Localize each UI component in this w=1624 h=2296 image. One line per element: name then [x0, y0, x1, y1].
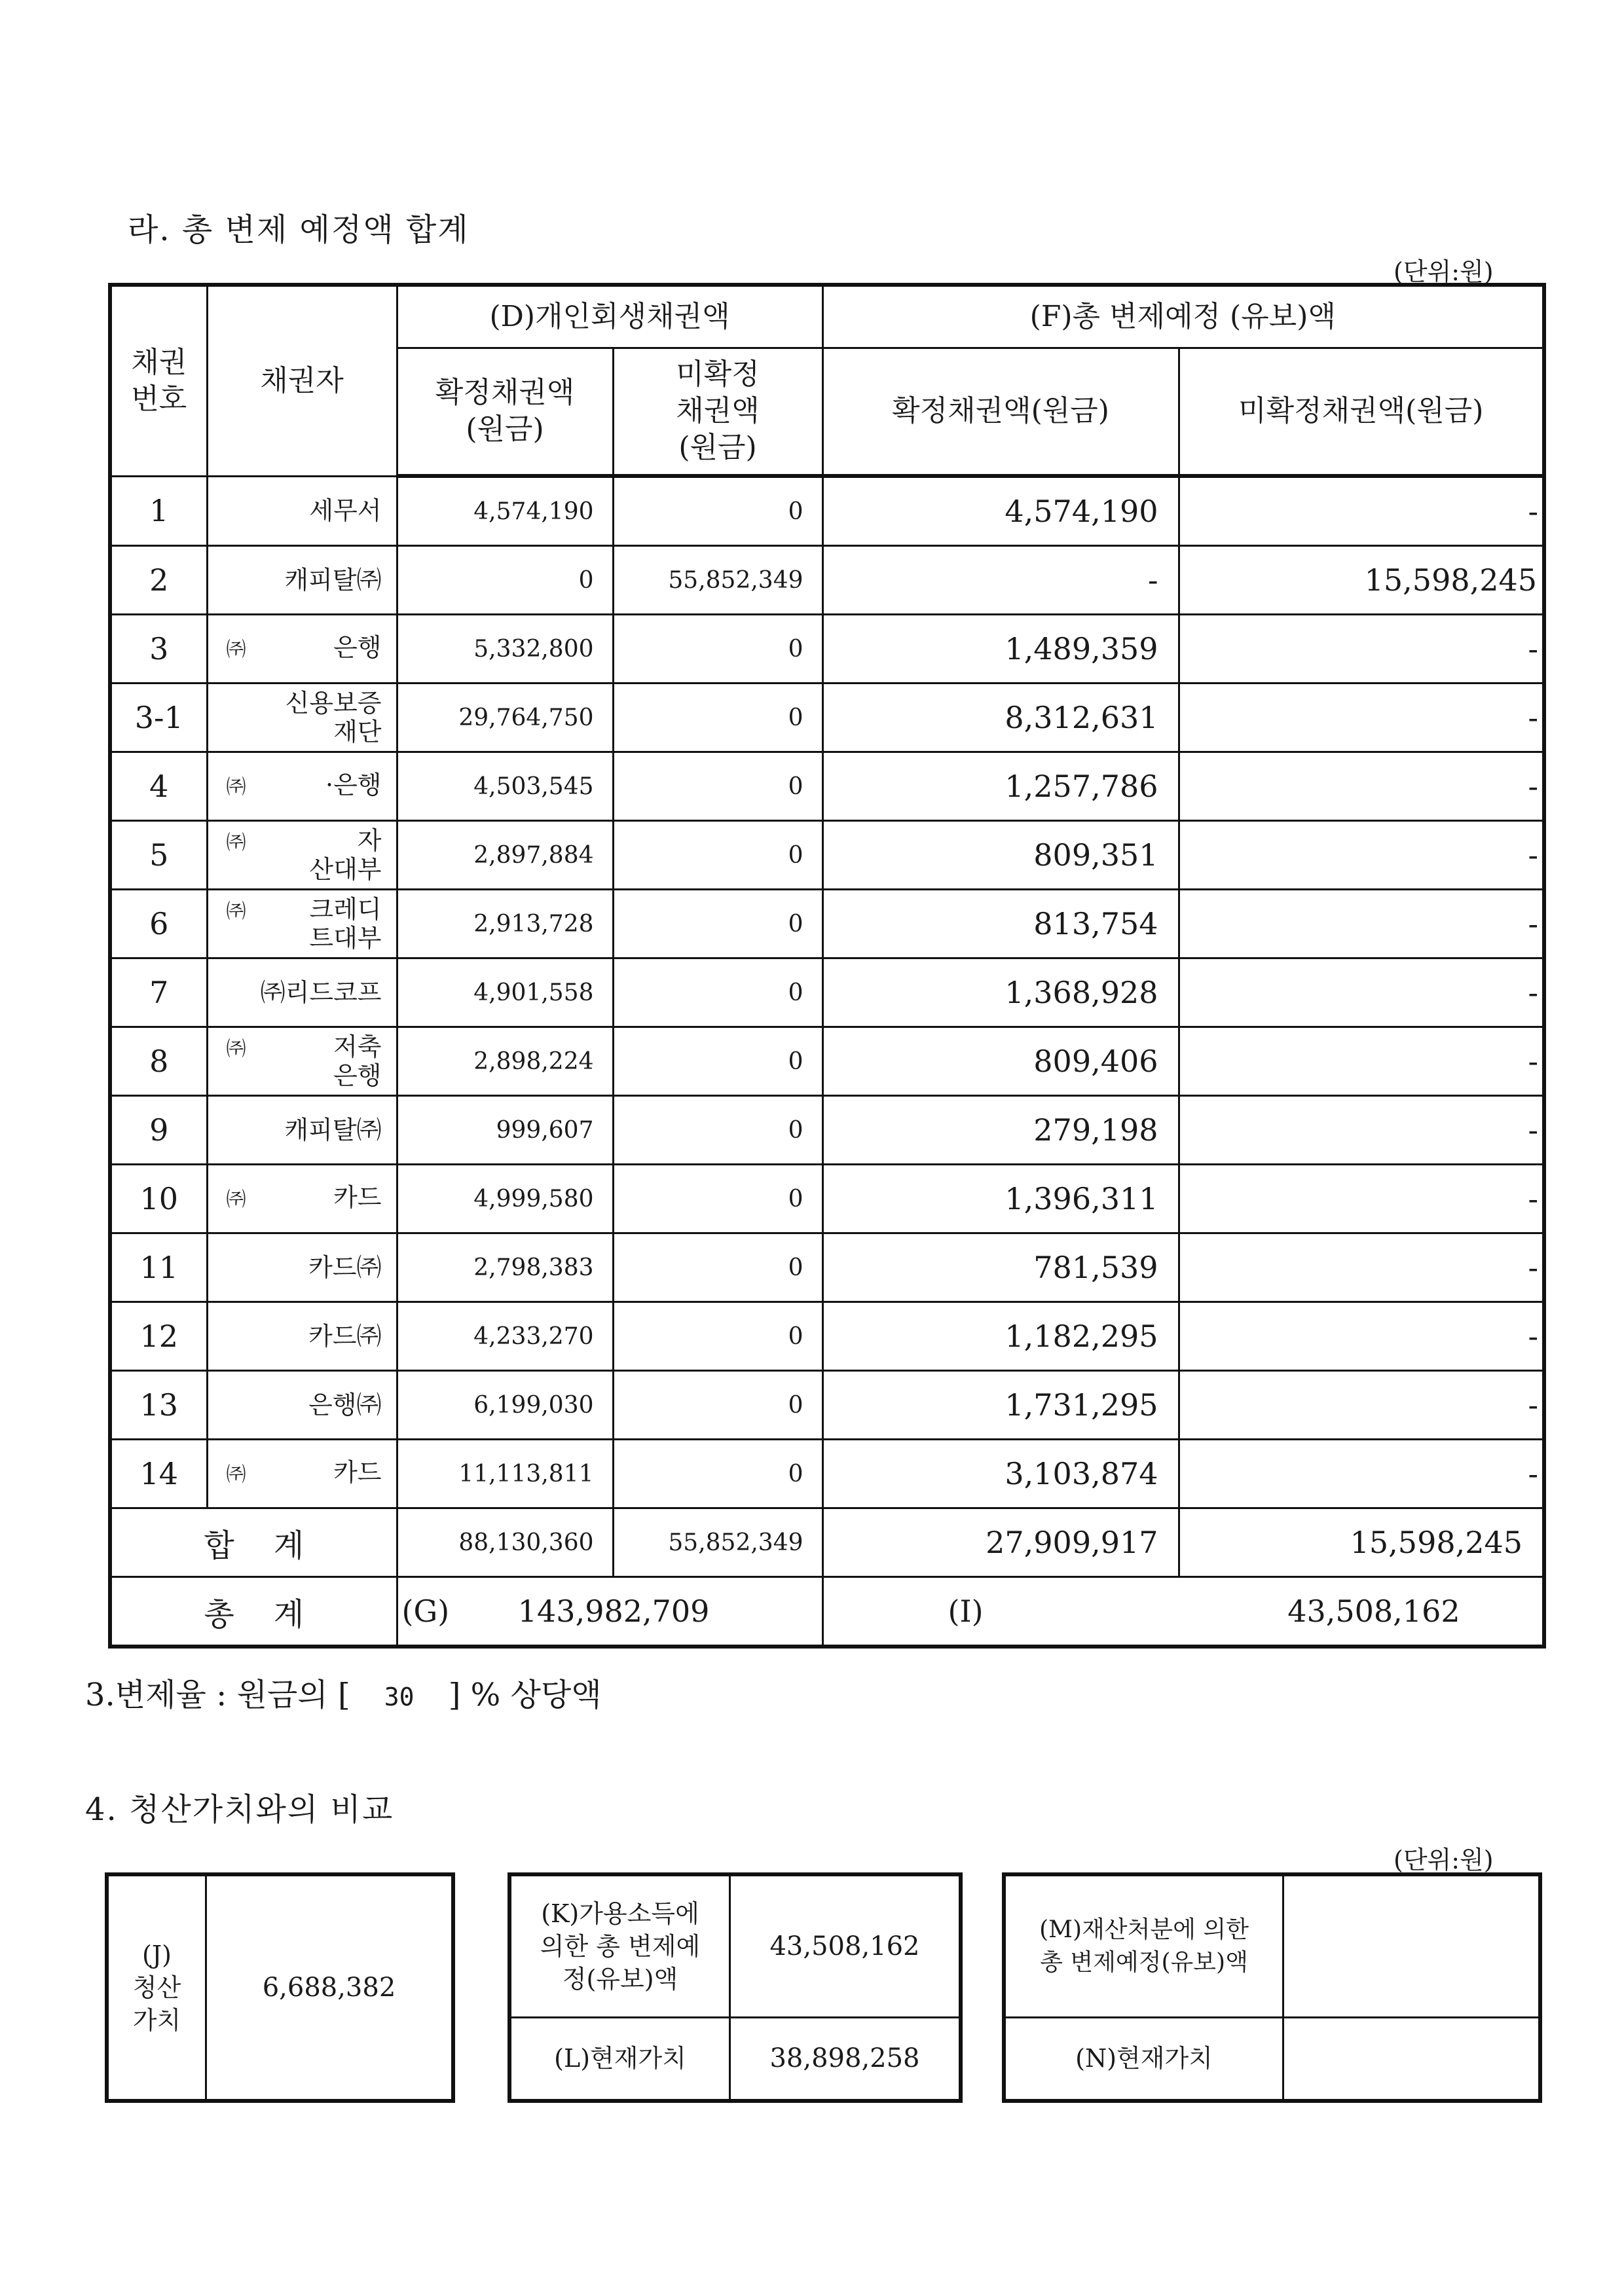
creditor-name-text: 캐피탈㈜ — [284, 1116, 382, 1144]
f-unconfirmed-amount: - — [1179, 683, 1544, 752]
available-income-box — [507, 1872, 963, 2103]
table-row — [110, 1302, 1544, 1371]
creditor-no: 2 — [110, 546, 207, 615]
creditor-no: 7 — [110, 958, 207, 1027]
creditor-name-text: ·은행 — [325, 771, 382, 799]
d-confirmed-amount: 2,897,884 — [397, 821, 613, 890]
d-unconfirmed-amount: 0 — [613, 1440, 822, 1508]
corporation-mark: ㈜ — [226, 831, 246, 854]
f-confirmed-amount: 1,731,295 — [822, 1371, 1179, 1440]
creditor-name — [207, 476, 397, 546]
header-creditor: 채권자 — [207, 285, 397, 476]
subtotal-row — [110, 1508, 1544, 1577]
creditor-name — [207, 683, 397, 752]
n-label: (N)현재가치 — [1006, 2017, 1283, 2099]
d-unconfirmed-amount: 0 — [613, 1371, 822, 1440]
d-confirmed-amount: 29,764,750 — [397, 683, 613, 752]
creditor-no: 1 — [110, 476, 207, 546]
unit-label: (단위:원) — [1393, 257, 1494, 286]
f-confirmed-amount: 279,198 — [822, 1096, 1179, 1165]
table-row — [110, 752, 1544, 821]
comparison-unit: (단위:원) — [1393, 1846, 1494, 1874]
creditor-name-text: ㈜리드코프 — [260, 978, 382, 1007]
d-unconfirmed-amount: 0 — [613, 821, 822, 890]
creditor-name-text: 카드㈜ — [308, 1322, 382, 1351]
creditor-name — [207, 1371, 397, 1440]
table-row — [110, 476, 1544, 546]
f-confirmed-amount: 809,406 — [822, 1027, 1179, 1096]
d-unconfirmed-amount: 0 — [613, 1165, 822, 1233]
m-value — [1283, 1876, 1539, 2017]
creditor-name-text: 저축 은행 — [333, 1032, 382, 1090]
d-unconfirmed-amount: 0 — [613, 958, 822, 1027]
f-unconfirmed-amount: - — [1179, 1027, 1544, 1096]
creditor-no: 3 — [110, 615, 207, 683]
d-unconfirmed-amount: 0 — [613, 1096, 822, 1165]
d-confirmed-amount: 2,798,383 — [397, 1233, 613, 1302]
f-unconfirmed-amount: - — [1179, 1371, 1544, 1440]
table-row — [110, 546, 1544, 615]
d-unconfirmed-amount: 0 — [613, 890, 822, 958]
table-row — [110, 1165, 1544, 1233]
i-tag: (I) — [948, 1594, 984, 1629]
d-confirmed-amount: 2,898,224 — [397, 1027, 613, 1096]
creditor-name-text: 은행 — [333, 633, 382, 662]
k-label: (K)가용소득에 의한 총 변제예 정(유보)액 — [511, 1876, 730, 2017]
g-tag: (G) — [401, 1594, 450, 1629]
d-unconfirmed-amount: 0 — [613, 1233, 822, 1302]
creditor-name — [207, 752, 397, 821]
asset-disposal-box — [1002, 1872, 1542, 2103]
d-unconfirmed-amount: 55,852,349 — [613, 546, 822, 615]
f-unconfirmed-amount: - — [1179, 1096, 1544, 1165]
grand-total-g — [397, 1577, 822, 1647]
header-creditor-no: 채권 번호 — [110, 285, 207, 476]
d-confirmed-amount: 2,913,728 — [397, 890, 613, 958]
d-confirmed-amount: 4,574,190 — [397, 476, 613, 546]
creditor-name-text: 카드 — [333, 1183, 382, 1212]
g-value: 143,982,709 — [517, 1594, 710, 1629]
liquidation-value-box — [105, 1872, 455, 2103]
creditor-no: 6 — [110, 890, 207, 958]
table-row — [110, 1233, 1544, 1302]
f-confirmed-amount: 781,539 — [822, 1233, 1179, 1302]
table-row — [110, 1096, 1544, 1165]
f-confirmed-amount: 1,396,311 — [822, 1165, 1179, 1233]
creditor-name — [207, 1096, 397, 1165]
d-confirmed-amount: 4,503,545 — [397, 752, 613, 821]
f-confirmed-amount: 1,182,295 — [822, 1302, 1179, 1371]
creditor-no: 11 — [110, 1233, 207, 1302]
d-confirmed-amount: 4,999,580 — [397, 1165, 613, 1233]
d-confirmed-amount: 4,901,558 — [397, 958, 613, 1027]
creditor-name-text: 자 산대부 — [309, 826, 382, 884]
table-row — [110, 958, 1544, 1027]
creditor-no: 4 — [110, 752, 207, 821]
header-group-f: (F)총 변제예정 (유보)액 — [822, 285, 1544, 348]
creditor-no: 3-1 — [110, 683, 207, 752]
corporation-mark: ㈜ — [226, 638, 246, 661]
creditor-no: 14 — [110, 1440, 207, 1508]
f-confirmed-amount: 8,312,631 — [822, 683, 1179, 752]
header-d-confirmed: 확정채권액 (원금) — [397, 348, 613, 476]
d-unconfirmed-amount: 0 — [613, 476, 822, 546]
header-f-unconfirmed: 미확정채권액(원금) — [1179, 348, 1544, 476]
creditor-no: 9 — [110, 1096, 207, 1165]
f-unconfirmed-amount: - — [1179, 1233, 1544, 1302]
corporation-mark: ㈜ — [226, 1463, 246, 1486]
l-value: 38,898,258 — [730, 2017, 959, 2099]
f-unconfirmed-amount: - — [1179, 890, 1544, 958]
f-unconfirmed-amount: 15,598,245 — [1179, 546, 1544, 615]
comparison-title: 4. 청산가치와의 비교 — [85, 1791, 394, 1828]
d-unconfirmed-amount: 0 — [613, 752, 822, 821]
f-unconfirmed-amount: - — [1179, 1165, 1544, 1233]
f-unconfirmed-amount: - — [1179, 958, 1544, 1027]
d-unconfirmed-amount: 0 — [613, 1302, 822, 1371]
creditor-name — [207, 821, 397, 890]
table-row — [110, 1440, 1544, 1508]
f-confirmed-amount: 809,351 — [822, 821, 1179, 890]
d-unconfirmed-amount: 0 — [613, 615, 822, 683]
header-f-confirmed: 확정채권액(원금) — [822, 348, 1179, 476]
creditor-name-text: 은행㈜ — [308, 1391, 382, 1419]
creditor-no: 12 — [110, 1302, 207, 1371]
m-label: (M)재산처분에 의한 총 변제예정(유보)액 — [1006, 1876, 1283, 2017]
i-value: 43,508,162 — [1287, 1594, 1460, 1629]
subtotal-label: 합계 — [110, 1508, 397, 1577]
table-row — [110, 615, 1544, 683]
grand-total-i — [822, 1577, 1544, 1647]
table-row — [110, 821, 1544, 890]
creditor-name — [207, 890, 397, 958]
f-unconfirmed-amount: - — [1179, 821, 1544, 890]
f-confirmed-amount: 813,754 — [822, 890, 1179, 958]
d-confirmed-amount: 999,607 — [397, 1096, 613, 1165]
creditor-name-text: 카드㈜ — [308, 1253, 382, 1282]
rate-value: 30 — [384, 1683, 415, 1711]
grand-total-label: 총계 — [110, 1577, 397, 1647]
creditor-name-text: 캐피탈㈜ — [284, 566, 382, 594]
d-confirmed-amount: 4,233,270 — [397, 1302, 613, 1371]
creditor-name-text: 세무서 — [309, 496, 382, 526]
creditor-name — [207, 1233, 397, 1302]
grand-total-row — [110, 1577, 1544, 1647]
j-label: (J) 청산 가치 — [109, 1876, 206, 2099]
subtotal-f-unconfirmed: 15,598,245 — [1179, 1508, 1544, 1577]
f-confirmed-amount: - — [822, 546, 1179, 615]
corporation-mark: ㈜ — [226, 1188, 246, 1211]
corporation-mark: ㈜ — [226, 776, 246, 799]
creditor-name — [207, 958, 397, 1027]
f-unconfirmed-amount: - — [1179, 752, 1544, 821]
table-row — [110, 1371, 1544, 1440]
f-unconfirmed-amount: - — [1179, 615, 1544, 683]
creditor-name — [207, 1027, 397, 1096]
n-value — [1283, 2017, 1539, 2099]
header-group-d: (D)개인회생채권액 — [397, 285, 822, 348]
repayment-rate-line — [85, 1669, 602, 1715]
repayment-table — [108, 283, 1546, 1649]
d-confirmed-amount: 6,199,030 — [397, 1371, 613, 1440]
creditor-name — [207, 546, 397, 615]
creditor-no: 5 — [110, 821, 207, 890]
creditor-name-text: 신용보증 재단 — [285, 689, 382, 746]
subtotal-d-unconfirmed: 55,852,349 — [613, 1508, 822, 1577]
creditor-name — [207, 615, 397, 683]
d-unconfirmed-amount: 0 — [613, 683, 822, 752]
f-confirmed-amount: 4,574,190 — [822, 476, 1179, 546]
d-unconfirmed-amount: 0 — [613, 1027, 822, 1096]
creditor-name — [207, 1165, 397, 1233]
subtotal-d-confirmed: 88,130,360 — [397, 1508, 613, 1577]
header-d-unconfirmed: 미확정 채권액 (원금) — [613, 348, 822, 476]
rate-prefix: 3.변제율 : 원금의 [ — [85, 1677, 350, 1713]
creditor-no: 8 — [110, 1027, 207, 1096]
f-unconfirmed-amount: - — [1179, 1440, 1544, 1508]
creditor-no: 13 — [110, 1371, 207, 1440]
table-row — [110, 890, 1544, 958]
f-confirmed-amount: 1,368,928 — [822, 958, 1179, 1027]
f-confirmed-amount: 1,257,786 — [822, 752, 1179, 821]
f-unconfirmed-amount: - — [1179, 1302, 1544, 1371]
rate-suffix: ] % 상당액 — [448, 1677, 602, 1713]
corporation-mark: ㈜ — [226, 1038, 246, 1061]
creditor-name — [207, 1440, 397, 1508]
creditor-name-text: 카드 — [333, 1458, 382, 1487]
d-confirmed-amount: 11,113,811 — [397, 1440, 613, 1508]
table-row — [110, 683, 1544, 752]
d-confirmed-amount: 5,332,800 — [397, 615, 613, 683]
table-row — [110, 1027, 1544, 1096]
f-confirmed-amount: 1,489,359 — [822, 615, 1179, 683]
f-confirmed-amount: 3,103,874 — [822, 1440, 1179, 1508]
l-label: (L)현재가치 — [511, 2017, 730, 2099]
section-title: 라. 총 변제 예정액 합계 — [128, 211, 470, 248]
k-value: 43,508,162 — [730, 1876, 959, 2017]
d-confirmed-amount: 0 — [397, 546, 613, 615]
creditor-name — [207, 1302, 397, 1371]
f-unconfirmed-amount: - — [1179, 476, 1544, 546]
j-value: 6,688,382 — [262, 1973, 396, 2003]
corporation-mark: ㈜ — [226, 900, 246, 923]
creditor-no: 10 — [110, 1165, 207, 1233]
subtotal-f-confirmed: 27,909,917 — [822, 1508, 1179, 1577]
creditor-name-text: 크레디 트대부 — [309, 895, 382, 953]
